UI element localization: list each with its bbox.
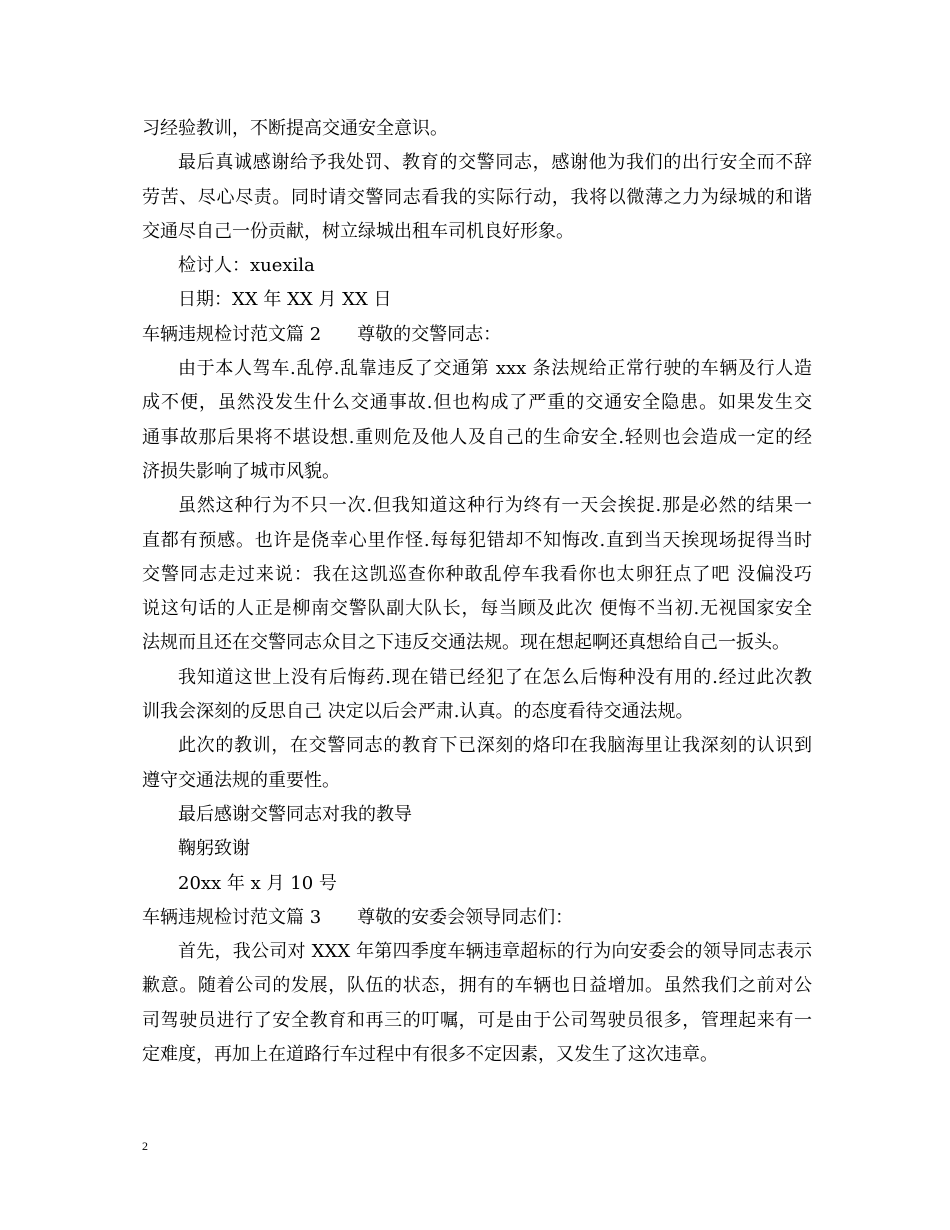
text-line: 成不便，虽然没发生什么交通事故.但也构成了严重的交通安全隐患。如果发生交 [142,392,812,414]
text-line: 定难度，再加上在道路行车过程中有很多不定因素，又发生了这次违章。 [142,1044,718,1066]
text-line: 最后真诚感谢给予我处罚、教育的交警同志，感谢他为我们的出行安全而不辞 [178,152,812,174]
text-line: 车辆违规检讨范文篇 3 尊敬的安委会领导同志们： [142,906,574,928]
text-line: 说这句话的人正是柳南交警队副大队长，每当顾及此次 便悔不当初.无视国家安全 [142,598,812,620]
text-line: 遵守交通法规的重要性。 [142,769,340,791]
text-line: 此次的教训，在交警同志的教育下已深刻的烙印在我脑海里让我深刻的认识到 [178,735,812,757]
text-line: 习经验教训，不断提高交通安全意识。 [142,118,448,139]
text-line: 检讨人：xuexila [178,255,315,277]
text-line: 首先，我公司对 XXX 年第四季度车辆违章超标的行为向安委会的领导同志表示 [178,941,812,963]
text-line: 交警同志走过来说：我在这凯巡查你种敢乱停车我看你也太卵狂点了吧 没偏没巧 [142,563,812,585]
text-line: 我知道这世上没有后悔药.现在错已经犯了在怎么后悔种没有用的.经过此次教 [178,666,812,688]
text-line: 虽然这种行为不只一次.但我知道这种行为终有一天会挨捉.那是必然的结果一 [178,495,812,517]
text-line: 车辆违规检讨范文篇 2 尊敬的交警同志： [142,323,502,345]
text-line: 日期：XX 年 XX 月 XX 日 [178,289,392,311]
body-text [142,112,812,1072]
text-line: 劳苦、尽心尽责。同时请交警同志看我的实际行动，我将以微薄之力为绿城的和谐 [142,186,812,208]
text-line: 歉意。随着公司的发展，队伍的状态，拥有的车辆也日益增加。虽然我们之前对公 [142,975,812,997]
text-line: 交通尽自己一份贡献，树立绿城出租车司机良好形象。 [142,220,574,242]
page-number: 2 [142,1139,148,1153]
text-line: 司驾驶员进行了安全教育和再三的叮嘱，可是由于公司驾驶员很多，管理起来有一 [142,1009,812,1031]
text-line: 通事故那后果将不堪设想.重则危及他人及自己的生命安全.轻则也会造成一定的经 [142,426,812,448]
text-line: 最后感谢交警同志对我的教导 [178,803,412,825]
text-line: 直都有预感。也许是侥幸心里作怪.每每犯错却不知悔改.直到当天挨现场捉得当时 [142,529,812,551]
text-line: 20xx 年 x 月 10 号 [178,872,337,894]
text-line: 法规而且还在交警同志众目之下违反交通法规。现在想起啊还真想给自己一扳头。 [142,632,790,654]
text-line: 鞠躬致谢 [178,838,250,860]
text-line: 由于本人驾车.乱停.乱靠违反了交通第 xxx 条法规给正常行驶的车辆及行人造 [178,358,812,380]
text-line: 济损失影响了城市风貌。 [142,460,340,482]
text-line: 训我会深刻的反思自己 决定以后会严肃.认真。的态度看待交通法规。 [142,701,694,723]
